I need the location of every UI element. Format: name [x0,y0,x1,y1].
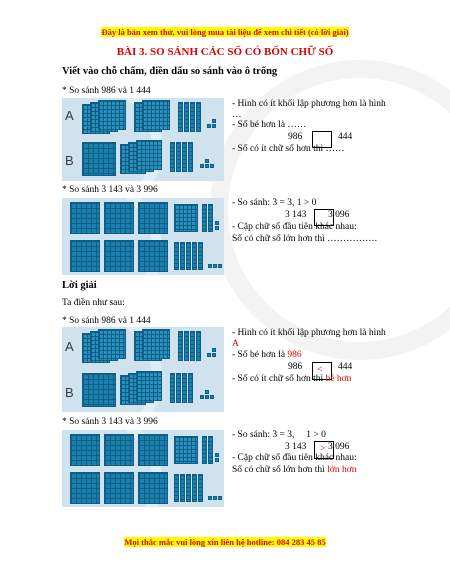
cube-unit [205,159,209,163]
cube-rod [180,474,185,502]
cube-unit [205,390,209,394]
hotline-footer: Mọi thắc mắc vui lòng xin liên hệ hotline: 084 283 45 85 [124,537,326,547]
q1-line2: - Số bé hơn là …… [232,120,307,130]
cube-thousand [82,373,116,407]
cube-rod [208,436,213,464]
sol-q2-sign: > [320,444,326,454]
sol-q2-line1: - So sánh: 3 = 3, 1 > 0 [232,430,326,440]
cube-flat [98,100,126,130]
sol-q1-line2-prefix: - Số bé hơn là [232,350,288,360]
cube-rod [202,436,207,464]
q2-figure [62,198,224,275]
cube-unit [210,395,214,399]
sol-q1-line3-prefix: - Số có ít chữ số hơn thì [232,374,326,384]
sol-q1-line3 [232,374,351,384]
cube-unit [207,353,211,357]
sol-q1-right-number: 444 [338,362,353,372]
sol-q1-answer3: bé hơn [325,374,352,384]
q2-line1: - So sánh: 3 = 3, 1 > 0 [232,198,317,208]
cube-unit [215,221,219,225]
cube-thousand [70,472,100,504]
cube-rod [174,474,179,502]
q2-left-number: 3 143 [285,210,307,220]
sol-q2-right-number: 3 096 [328,442,350,452]
cube-unit [215,458,219,462]
q1-line3: - Số có ít chữ số hơn thì …… [232,144,345,154]
figure-label-b: B [65,385,74,400]
q2-line3: Số có chữ số lớn hơn thì ……………. [232,234,378,244]
sol-q2-line3-prefix: Số có chữ số lớn hơn thì [232,465,328,475]
cube-rod [196,331,201,361]
sol-q1-line1: - Hình có ít khối lập phương hơn là hình [232,328,386,338]
cube-rod [170,142,175,172]
cube-flat [174,436,198,464]
cube-thousand [138,202,168,234]
cube-rod [188,373,193,403]
sol-q2-answer3: lớn hơn [327,465,357,475]
cube-unit [212,348,216,352]
cube-rod [190,331,195,361]
sol-q2-line2: - Cặp chữ số đầu tiên khác nhau: [232,453,357,463]
cube-thousand [82,142,116,176]
cube-thousand [104,472,134,504]
cube-unit [205,164,209,168]
cube-thousand [70,434,100,466]
solution-intro: Ta điền như sau: [62,298,125,308]
figure-label-b: B [65,153,74,168]
preview-header: Đây là bản xem thử, vui lòng mua tài liệu để xem chi tiết (có lời giải) [101,27,349,37]
cube-thousand [104,202,134,234]
cube-unit [213,496,217,500]
cube-unit [205,395,209,399]
cube-rod [190,102,195,132]
cube-rod [174,242,179,270]
sol-q1-line2 [232,350,302,360]
cube-rod [186,242,191,270]
cube-rod [170,373,175,403]
cube-rod [178,331,183,361]
cube-rod [198,474,203,502]
cube-rod [182,373,187,403]
q2-line2: - Cặp chữ số đầu tiên khác nhau: [232,222,357,232]
cube-rod [184,102,189,132]
cube-rod [202,204,207,232]
page-title: BÀI 3. SO SÁNH CÁC SỐ CÓ BỐN CHỮ SỐ [116,46,334,58]
cube-thousand [138,434,168,466]
cube-thousand [104,240,134,272]
cube-unit [200,395,204,399]
cube-unit [212,119,216,123]
cube-flat [136,140,162,170]
cube-unit [208,496,212,500]
cube-unit [215,226,219,230]
cube-flat [174,204,198,232]
cube-flat [142,100,170,130]
cube-flat [142,329,170,359]
cube-rod [178,102,183,132]
q1-heading: * So sánh 986 và 1 444 [62,86,151,96]
cube-rod [182,142,187,172]
q1-right-number: 444 [338,132,353,142]
cube-rod [196,102,201,132]
sol-q1-sign: < [317,365,323,375]
q2-right-number: 3 096 [328,210,350,220]
q1-left-number: 986 [288,132,303,142]
cube-rod [188,142,193,172]
cube-rod [192,242,197,270]
q1-line1b: … [232,110,242,120]
cube-rod [176,373,181,403]
sol-q2-figure [62,430,224,507]
figure-label-a: A [65,108,74,123]
cube-unit [212,124,216,128]
sol-q2-left-number: 3 143 [285,442,307,452]
sol-q2-heading: * So sánh 3 143 và 3 996 [62,417,158,427]
cube-unit [207,124,211,128]
sol-q1-figure [62,327,224,412]
cube-rod [180,242,185,270]
cube-unit [213,264,217,268]
cube-flat [136,371,162,401]
solution-heading: Lời giải [62,280,97,291]
cube-thousand [70,202,100,234]
cube-unit [215,453,219,457]
cube-unit [212,353,216,357]
sol-q1-answer2: 986 [287,350,302,360]
sol-q1-left-number: 986 [288,362,303,372]
cube-rod [208,204,213,232]
sol-q1-answer1: A [232,339,239,349]
sol-q2-line3 [232,465,356,475]
q1-figure [62,98,224,181]
cube-thousand [138,240,168,272]
cube-rod [192,474,197,502]
cube-unit [218,496,222,500]
q2-heading: * So sánh 3 143 và 3 996 [62,185,158,195]
figure-label-a: A [65,339,74,354]
cube-rod [184,331,189,361]
cube-thousand [138,472,168,504]
cube-flat [98,329,126,359]
cube-rod [176,142,181,172]
cube-unit [210,164,214,168]
cube-thousand [70,240,100,272]
q1-line1: - Hình có ít khối lập phương hơn là hình [232,99,386,109]
exercise-instruction: Viết vào chỗ chấm, điền dấu so sánh vào ô trống [62,66,278,77]
cube-rod [198,242,203,270]
cube-unit [208,264,212,268]
cube-unit [218,264,222,268]
cube-unit [200,164,204,168]
sol-q1-heading: * So sánh 986 và 1 444 [62,316,151,326]
cube-rod [186,474,191,502]
cube-thousand [104,434,134,466]
